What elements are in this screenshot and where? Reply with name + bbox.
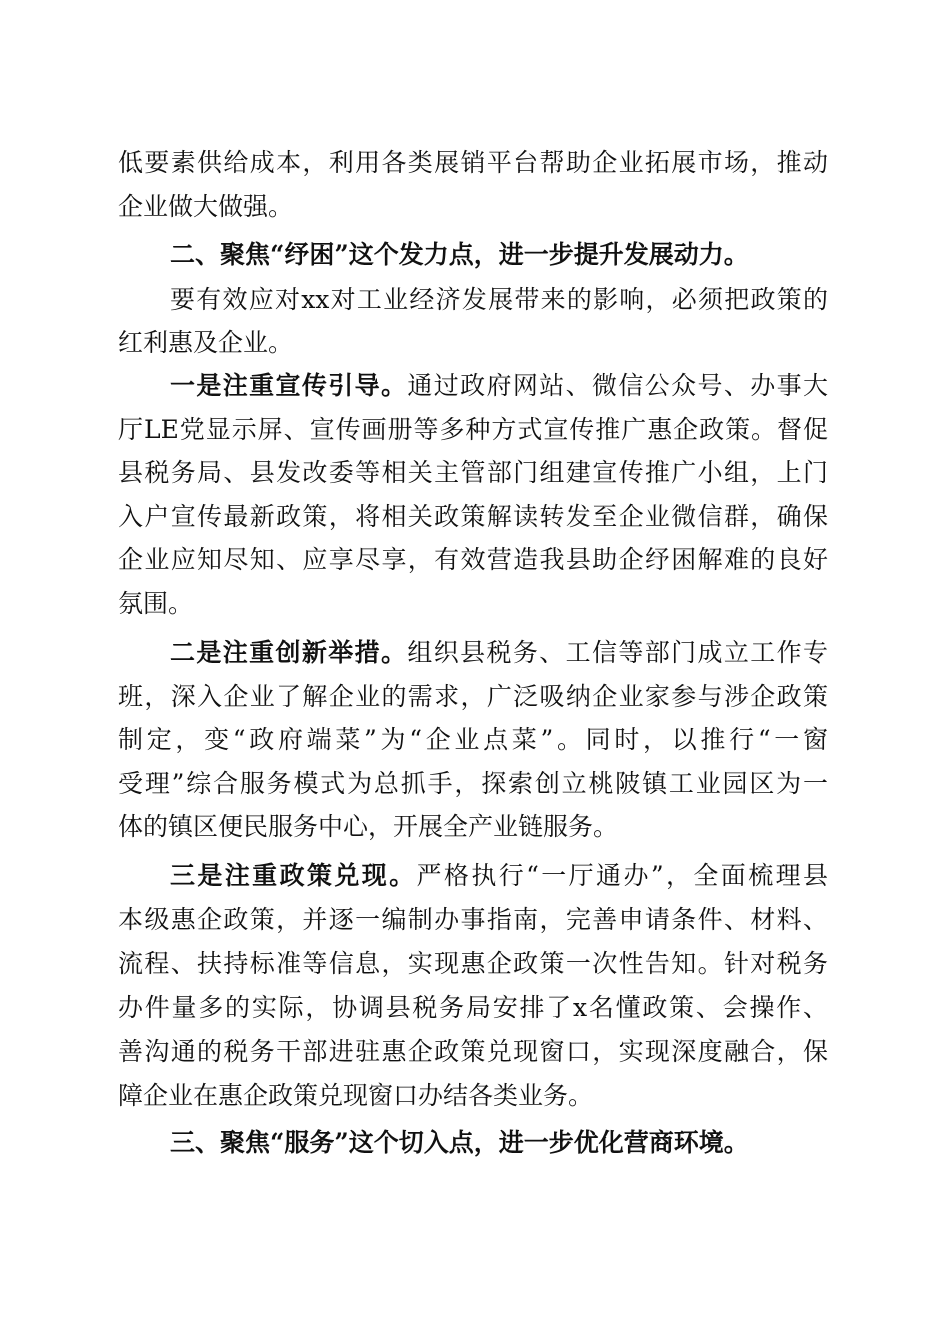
paragraph-line: 低要素供给成本，利用各类展销平台帮助企业拓展市场，推动	[118, 148, 828, 177]
paragraph-line: 厅LE党显示屏、宣传画册等多种方式宣传推广惠企政策。督促	[118, 415, 828, 444]
paragraph-line: 办件量多的实际，协调县税务局安排了x名懂政策、会操作、	[118, 993, 828, 1022]
paragraph-line: 要有效应对xx对工业经济发展带来的影响，必须把政策的	[170, 285, 828, 314]
paragraph-line: 流程、扶持标准等信息，实现惠企政策一次性告知。针对税务	[118, 949, 828, 978]
paragraph-line: 县税务局、县发改委等相关主管部门组建宣传推广小组，上门	[118, 458, 828, 487]
paragraph-line: 体的镇区便民服务中心，开展全产业链服务。	[118, 812, 619, 841]
paragraph-line: 制定，变“政府端菜”为“企业点菜”。同时，以推行“一窗	[118, 725, 828, 754]
paragraph-text: 严格执行“一厅通办”，全面梳理县	[416, 861, 828, 890]
paragraph-line: 班，深入企业了解企业的需求，广泛吸纳企业家参与涉企政策	[118, 682, 828, 711]
paragraph-line	[170, 366, 828, 406]
subheading-publicity: 一是注重宣传引导。	[170, 371, 408, 400]
section-heading-2: 二、聚焦“纾困”这个发力点，进一步提升发展动力。	[170, 240, 749, 269]
paragraph-text: 通过政府网站、微信公众号、办事大	[407, 371, 828, 400]
paragraph-line: 入户宣传最新政策，将相关政策解读转发至企业微信群，确保	[118, 502, 828, 531]
paragraph-line: 红利惠及企业。	[118, 328, 294, 357]
paragraph-line: 受理”综合服务模式为总抓手，探索创立桃陂镇工业园区为一	[118, 769, 828, 798]
paragraph-line	[170, 633, 828, 673]
subheading-policy: 三是注重政策兑现。	[170, 861, 417, 890]
paragraph-line: 企业做大做强。	[118, 192, 294, 221]
section-heading-3: 三、聚焦“服务”这个切入点，进一步优化营商环境。	[170, 1128, 749, 1157]
paragraph-line: 善沟通的税务干部进驻惠企政策兑现窗口，实现深度融合，保	[118, 1037, 828, 1066]
subheading-innovation: 二是注重创新举措。	[170, 638, 408, 667]
paragraph-line	[170, 856, 828, 896]
paragraph-line: 氛围。	[118, 589, 194, 618]
paragraph-line: 企业应知尽知、应享尽享，有效营造我县助企纾困解难的良好	[118, 545, 828, 574]
paragraph-line: 本级惠企政策，并逐一编制办事指南，完善申请条件、材料、	[118, 905, 828, 934]
paragraph-line: 障企业在惠企政策兑现窗口办结各类业务。	[118, 1081, 594, 1110]
paragraph-text: 组织县税务、工信等部门成立工作专	[407, 638, 828, 667]
